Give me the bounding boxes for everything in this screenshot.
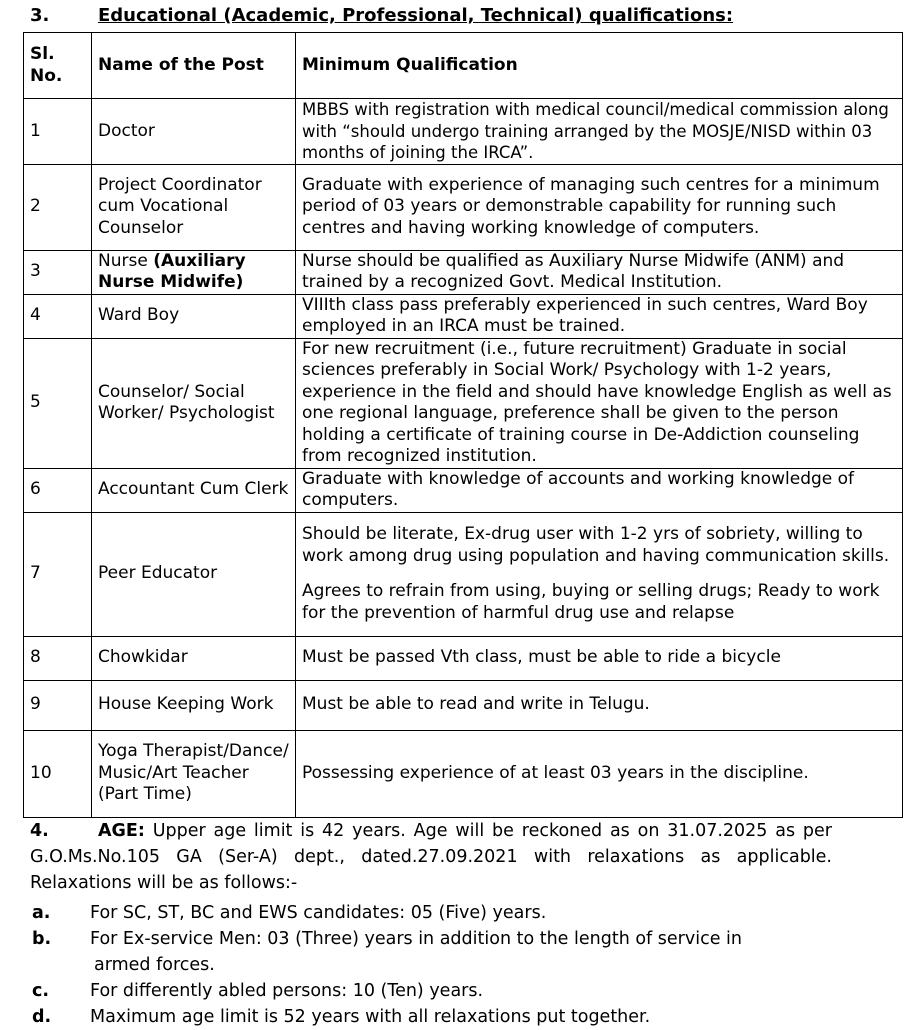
table-row <box>24 338 903 468</box>
list-text: For SC, ST, BC and EWS candidates: 05 (Five) years. <box>90 903 547 923</box>
list-item <box>32 978 852 1004</box>
row-post: Chowkidar <box>92 636 296 680</box>
row-post: Doctor <box>92 99 296 165</box>
row-post: Yoga Therapist/Dance/ Music/Art Teacher (Part Time) <box>92 730 296 817</box>
paragraph-gap <box>302 567 897 581</box>
row-sl: 2 <box>24 164 92 250</box>
table-row <box>24 294 903 338</box>
row-qualification: Graduate with knowledge of accounts and working knowledge of computers. <box>296 468 903 512</box>
list-text-continuation: armed forces. <box>94 955 215 975</box>
qualification-part-1: Should be literate, Ex-drug user with 1-2 yrs of sobriety, willing to work among drug using population and having communication skills. <box>302 524 890 566</box>
table-row <box>24 636 903 680</box>
row-qualification: Possessing experience of at least 03 years in the discipline. <box>296 730 903 817</box>
row-sl: 7 <box>24 512 92 636</box>
row-sl: 6 <box>24 468 92 512</box>
age-text: Upper age limit is 42 years. Age will be reckoned as on 31.07.2025 as per G.O.Ms.No.105 GA (Ser-A) dept., dated.27.09.2021 with relaxations as applicable. Relaxations will be as follows:- <box>30 821 832 893</box>
list-letter: c. <box>32 981 50 1001</box>
row-qualification: MBBS with registration with medical council/medical commission along with “should undergo training arranged by the MOSJE/NISD within 03 months of joining the IRCA”. <box>296 99 903 165</box>
qualification-part-2: Agrees to refrain from using, buying or selling drugs; Ready to work for the prevention of harmful drug use and relapse <box>302 581 880 623</box>
age-paragraph <box>30 818 832 896</box>
row-sl: 8 <box>24 636 92 680</box>
list-letter: a. <box>32 903 51 923</box>
list-text: For differently abled persons: 10 (Ten) years. <box>90 981 484 1001</box>
row-post: Ward Boy <box>92 294 296 338</box>
row-sl: 1 <box>24 99 92 165</box>
row-sl: 4 <box>24 294 92 338</box>
row-post: Peer Educator <box>92 512 296 636</box>
list-letter: d. <box>32 1007 52 1027</box>
qualifications-table <box>23 32 903 818</box>
header-qualification: Minimum Qualification <box>296 33 903 99</box>
table-row <box>24 468 903 512</box>
table-row <box>24 680 903 730</box>
table-row <box>24 164 903 250</box>
list-item <box>32 900 852 926</box>
list-item <box>32 926 852 952</box>
row-sl: 3 <box>24 250 92 294</box>
row-post <box>92 250 296 294</box>
age-label: AGE: <box>98 821 145 841</box>
row-sl: 10 <box>24 730 92 817</box>
row-qualification: Must be passed Vth class, must be able to ride a bicycle <box>296 636 903 680</box>
table-row <box>24 512 903 636</box>
table-header-row <box>24 33 903 99</box>
table-row <box>24 99 903 165</box>
list-text: For Ex-service Men: 03 (Three) years in addition to the length of service in <box>90 929 742 949</box>
row-qualification <box>296 512 903 636</box>
list-text: Maximum age limit is 52 years with all relaxations put together. <box>90 1007 651 1027</box>
header-sl-no: Sl. No. <box>24 33 92 99</box>
relaxation-list <box>32 900 852 1030</box>
row-qualification: Must be able to read and write in Telugu. <box>296 680 903 730</box>
table-row <box>24 250 903 294</box>
section-heading <box>30 5 733 26</box>
row-qualification: VIIIth class pass preferably experienced in such centres, Ward Boy employed in an IRCA must be trained. <box>296 294 903 338</box>
header-post: Name of the Post <box>92 33 296 99</box>
age-section <box>30 818 832 896</box>
row-qualification: Graduate with experience of managing such centres for a minimum period of 03 years or demonstrable capability for running such centres and having working knowledge of computers. <box>296 164 903 250</box>
table-row <box>24 730 903 817</box>
row-post: Project Coordinator cum Vocational Counselor <box>92 164 296 250</box>
row-post: Counselor/ Social Worker/ Psychologist <box>92 338 296 468</box>
row-qualification: Nurse should be qualified as Auxiliary Nurse Midwife (ANM) and trained by a recognized Govt. Medical Institution. <box>296 250 903 294</box>
list-item <box>32 1004 852 1030</box>
row-post: Accountant Cum Clerk <box>92 468 296 512</box>
section-title: Educational (Academic, Professional, Technical) qualifications: <box>98 5 734 26</box>
row-sl: 9 <box>24 680 92 730</box>
row-qualification: For new recruitment (i.e., future recruitment) Graduate in social sciences preferably in Social Work/ Psychology with 1-2 years, experience in the field and should have knowledge English as well as one regional language, preference shall be given to the person holding a certificate of training course in De-Addiction counseling from recognized institution. <box>296 338 903 468</box>
age-section-number: 4. <box>30 821 49 841</box>
section-number: 3. <box>30 5 50 26</box>
list-letter: b. <box>32 929 52 949</box>
post-bold: (Auxiliary Nurse Midwife) <box>98 250 246 292</box>
post-plain: Nurse <box>98 250 148 271</box>
row-sl: 5 <box>24 338 92 468</box>
row-post: House Keeping Work <box>92 680 296 730</box>
